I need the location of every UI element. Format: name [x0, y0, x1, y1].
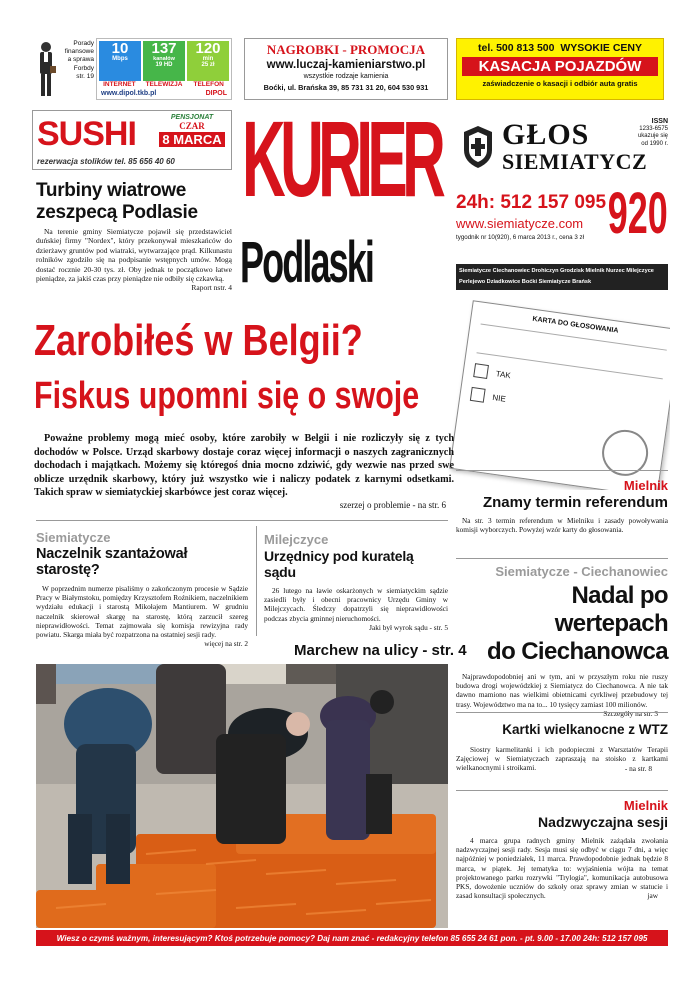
issue-number: 920: [607, 181, 668, 246]
internet-ad: [96, 38, 232, 100]
sushi-date: 8 MARCA: [159, 132, 225, 147]
issue-info: tygodnik nr 10(920), 6 marca 2013 r., cena 3 zł: [456, 234, 584, 241]
phone-label: TELEFON: [193, 81, 224, 88]
contact-box: [456, 181, 668, 248]
internet-box: [99, 41, 141, 81]
mielnik2-section: Mielnik: [623, 798, 668, 813]
minutes-unit: min: [202, 56, 214, 62]
kartki-article: [456, 722, 668, 773]
referendum-body: Na str. 3 termin referendum w Mielniku i zasady powoływania komisji wyborczych. Powyżej wzór karty do głosowania.: [456, 516, 668, 535]
lead-ref: szerzej o problemie - na str. 6: [339, 499, 446, 510]
tv-box: [143, 41, 185, 81]
lead-body: Poważne problemy mogą mieć osoby, które zarobiły w Belgii i nie rozliczyły się z tych dochodów w Polsce. Urząd skarbowy dostaje coraz więcej informacji o naszych zagranicznych dochodach i majątkach. Możemy się któregoś dnia mocno zdziwić, gdy wezwie nas przed swe oblicze urzędnik skarbowy, który już wszystko wie i naliczy podatek z karnymi odsetkami. Takich spraw w siemiatyckiej skarbówce jest coraz więcej.: [34, 433, 454, 499]
contact-label: 24h:: [456, 192, 496, 213]
urzednicy-title: Urzędnicy pod kuratelą sądu: [264, 548, 414, 580]
sesja-body: 4 marca grupa radnych gminy Mielnik zażądała zwołania nadzwyczajnej sesji rady. Sesja musi się odbyć w ciągu 7 dni, a więc najpóźniej w poniedziałek, 11 marca. Prawdopodobnie jednak będzie 8 marca, w piątek. Jej tematyka to: wyjaśnienia wójta na temat projektowanego parku rozrywki "Trylogia", komunikacja autobusowa PKS, dowożenie uczniów do szkoły oraz sprawy zmian w statucie i zasad konsultacji społecznych.: [456, 836, 668, 901]
turbiny-ref: Raport nstr. 4: [191, 283, 232, 293]
ballot-title: KARTA DO GŁOSOWANIA: [531, 315, 619, 335]
dipol-brand: DIPOL: [205, 90, 227, 97]
sushi-ad: [32, 110, 232, 170]
kasacja-title: KASACJA POJAZDÓW: [462, 57, 658, 76]
kartki-ref: - na str. 8: [624, 763, 652, 773]
sesja-title: Nadzwyczajna sesji: [538, 814, 668, 830]
divider: [36, 520, 448, 521]
turbiny-body: Na terenie gminy Siemiatycze pojawił się przedstawiciel duńskiej firmy "Nordex", który przekonywał mieszkańców do dzierżawy gruntów pod wiatraki, wytwarzające prąd. Kilkunastu rolników zgodziło się na podpisanie wstępnych umów. Mogą dostać rocznie 20-30 tys. zł. Oby jednak te początkowo łatwe pieniądze, za jakiś czas przy pieniądze nie odbiły się czkawką.: [36, 227, 232, 284]
ciech-body: Najprawdopodobniej ani w tym, ani w przyszłym roku nie ruszy budowa drogi wojewódzkiej z Siemiatycz do Ciechanowca. A nie tak dawno mamiono nas wielkimi obietnicami cyrkliwej przebudowy tej trasy. Województwo ma na to... 10 tysięcy zamiast 100 milionów.: [456, 672, 668, 709]
kasacja-sub: zaświadczenie o kasacji i odbiór auta gratis: [482, 79, 638, 88]
sushi-reserve: rezerwacja stolików tel. 85 656 40 60: [37, 157, 175, 166]
towns-line: Perlejewo Dziadkowice Boćki Siemiatycze Brańsk: [459, 279, 592, 285]
ciech-section: Siemiatycze - Ciechanowiec: [495, 564, 668, 579]
headline-line-2: Fiskus upomni się o swoje: [34, 375, 420, 417]
turbiny-title-2: zeszpecą Podlasie: [36, 202, 198, 223]
speed-unit: Mbps: [112, 56, 128, 62]
glos-top: GŁOS: [502, 118, 590, 151]
poradnik-line: a sprawa: [67, 56, 94, 64]
minutes-value: 120: [195, 40, 221, 57]
milejczyce-section: Milejczyce: [264, 532, 329, 547]
naczelnik-article: [36, 530, 248, 648]
glos-bottom: SIEMIATYCZ: [502, 149, 648, 174]
sesja-article: [456, 798, 668, 901]
marchew-title: Marchew na ulicy - str. 4: [294, 642, 467, 659]
naczelnik-body: W poprzednim numerze pisaliśmy o zakończonym procesie w Sądzie Pracy w Białymstoku, pomiędzy Krzysztofem Roźnikiem, naczelnikiem wydziału edukacji i starostą Mikołajem Mantiurem. W grudniu naczelnik skierował skargę na starostę, którą zarzucił szereg nieprawidłowości. Temat zajmowała się komisja rewizyjna rady powiatu. Skarga miała być rozpatrzona na ostatniej sesji rady.: [36, 584, 248, 640]
lead-article: [34, 432, 454, 510]
nagrobki-sub: wszystkie rodzaje kamienia: [303, 73, 389, 80]
glos-since: od 1990 r.: [641, 140, 668, 147]
poradnik-line: finansowe: [64, 48, 94, 56]
issn-label: ISSN: [651, 118, 668, 125]
businessman-icon: [36, 40, 56, 98]
kasacja-price: WYSOKIE CENY: [560, 42, 642, 54]
towns-line: Siemiatycze Ciechanowiec Drohiczyn Grodzisk Mielnik Nurzec Milejczyce: [459, 268, 654, 274]
turbiny-article: [36, 180, 232, 300]
czar-label: CZAR: [179, 121, 205, 131]
urzednicy-ref: Jaki był wyrok sądu - str. 5: [369, 622, 448, 632]
poradnik-line: Forbdy: [73, 64, 94, 72]
masthead: [240, 100, 450, 300]
ciech-title-1: Nadal po wertepach: [554, 582, 668, 637]
speed-value: 10: [111, 40, 129, 57]
dipol-url[interactable]: www.dipol.tkb.pl: [101, 90, 157, 97]
phone-box: [187, 41, 229, 81]
ballot-image: [446, 300, 670, 490]
poradnik-line: Porady: [73, 40, 94, 47]
ciech-ref: Szczegóły na str. 3: [603, 708, 658, 718]
poradnik-line: str. 19: [76, 72, 94, 80]
headline-2: [34, 376, 454, 416]
contact-phone: 512 157 095: [500, 192, 607, 213]
contact-url[interactable]: www.siemiatycze.com: [456, 216, 584, 231]
masthead-kurier: KURIER: [242, 98, 441, 219]
kartki-title: Kartki wielkanocne z WTZ: [502, 722, 668, 737]
naczelnik-ref: więcej na str. 2: [204, 639, 248, 649]
divider: [256, 526, 257, 636]
turbiny-title-1: Turbiny wiatrowe: [36, 180, 187, 201]
nagrobki-url[interactable]: www.luczaj-kamieniarstwo.pl: [266, 59, 426, 71]
headline-line-1: Zarobiłeś w Belgii?: [34, 316, 363, 365]
urzednicy-body: 26 lutego na ławie oskarżonych w siemiatyckim sądzie zasiedli były i obecni pracownicy Urzędu Gminy w Milejczycach. Śledczy dopatrzyli się nieprawidłowości podczas zbycia gminnej nieruchomości.: [264, 586, 448, 623]
kasacja-ad: [456, 38, 664, 100]
minutes-price: 25 zł: [201, 62, 215, 68]
ciechanowiec-article: [456, 564, 668, 718]
naczelnik-title: Naczelnik szantażował starostę?: [36, 546, 188, 578]
ciech-title-2: do Ciechanowca: [487, 638, 668, 665]
divider: [456, 470, 668, 471]
glos-logo: [458, 118, 668, 180]
channels-value: 137: [151, 40, 177, 57]
channels-hd: 19 HD: [155, 62, 173, 68]
glos-indeks: ukazuje się: [637, 133, 668, 139]
siemiatycze-section: Siemiatycze: [36, 530, 111, 545]
footer-bar: [36, 930, 668, 946]
nagrobki-title: NAGROBKI - PROMOCJA: [266, 42, 426, 57]
headline-1: [34, 318, 454, 364]
divider: [456, 790, 668, 791]
sushi-title: SUSHI: [37, 115, 136, 153]
nagrobki-address: Boćki, ul. Brańska 39, 85 731 31 20, 604 530 931: [263, 83, 429, 92]
mielnik-referendum: [456, 478, 668, 534]
channels-unit: kanałów: [153, 56, 175, 62]
kasacja-phone: tel. 500 813 500: [477, 42, 555, 54]
mielnik-section: Mielnik: [623, 478, 668, 493]
coat-of-arms-icon: [458, 124, 498, 170]
referendum-title: Znamy termin referendum: [482, 494, 668, 511]
urzednicy-article: [264, 532, 448, 632]
towns-bar: [456, 264, 668, 290]
kartki-body: Siostry karmelitanki i ich podopieczni z Warsztatów Terapii Zajęciowej w Siemiatyczach zapraszają na stoisko z kartkami wielkanocnymi i stroikami.: [456, 745, 668, 773]
pensjonat-label: PENSJONAT: [170, 114, 214, 121]
tv-label: TELEWIZJA: [145, 81, 183, 88]
sesja-ref: jaw: [647, 891, 658, 901]
ballot-no: NIE: [491, 392, 507, 404]
footer-text: Wiesz o czymś ważnym, interesującym? Ktoś potrzebuje pomocy? Daj nam znać - redakcyjny telefon 85 655 24 61 pon. - pt. 9.00 - 17.00 24h: 512 157 095: [56, 933, 648, 943]
stamp-icon: [599, 427, 651, 479]
internet-label: INTERNET: [103, 81, 136, 88]
nagrobki-ad: [244, 38, 448, 100]
carrot-photo: [36, 664, 448, 928]
divider: [456, 712, 668, 713]
issn-value: 1233-6575: [639, 125, 668, 132]
poradnik-ad: [32, 38, 94, 100]
ballot-yes: TAK: [495, 368, 512, 380]
masthead-podlaski: Podlaski: [240, 230, 374, 295]
divider: [456, 558, 668, 559]
